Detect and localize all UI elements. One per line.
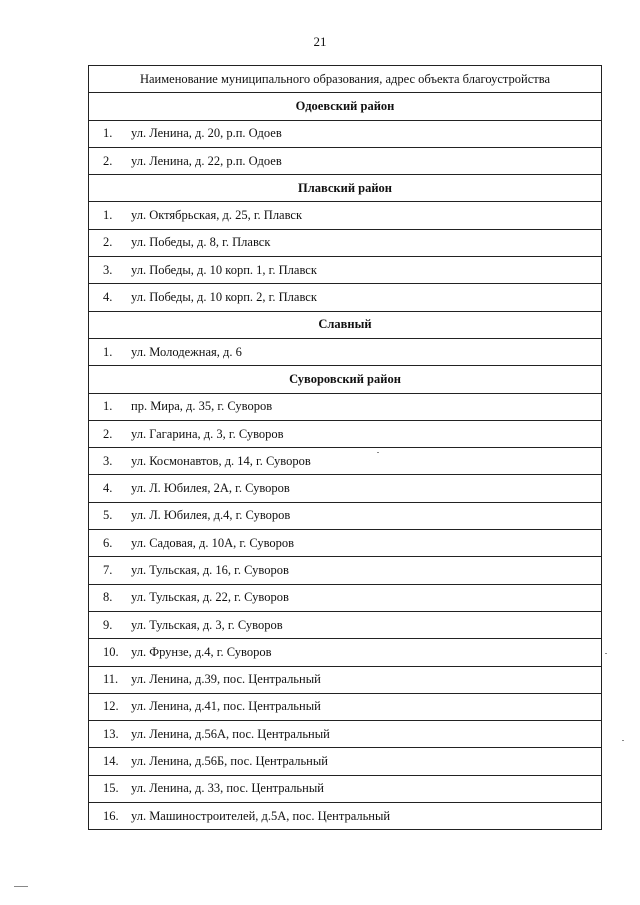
row-number: 16. [103, 808, 119, 823]
section-title: Славный [89, 311, 602, 338]
row-address: ул. Октябрьская, д. 25, г. Плавск [131, 208, 303, 223]
row-number: 8. [103, 590, 113, 605]
row-number: 9. [103, 617, 113, 632]
row-number: 14. [103, 754, 119, 769]
address-cell [89, 666, 602, 693]
row-number: 15. [103, 781, 119, 796]
row-address: ул. Ленина, д.39, пос. Центральный [131, 672, 321, 687]
address-cell [89, 420, 602, 447]
row-address: ул. Гагарина, д. 3, г. Суворов [131, 426, 284, 441]
row-number: 2. [103, 426, 113, 441]
table-row [89, 147, 602, 174]
row-address: ул. Тульская, д. 16, г. Суворов [131, 562, 289, 577]
address-cell [89, 448, 602, 475]
table-row [89, 611, 602, 638]
row-address: ул. Ленина, д. 33, пос. Центральный [131, 781, 324, 796]
address-cell [89, 775, 602, 802]
address-cell [89, 639, 602, 666]
row-address: ул. Машиностроителей, д.5А, пос. Центральный [131, 808, 391, 823]
row-number: 12. [103, 699, 119, 714]
address-cell [89, 693, 602, 720]
address-cell [89, 475, 602, 502]
row-address: ул. Л. Юбилея, д.4, г. Суворов [131, 508, 291, 523]
row-address: ул. Тульская, д. 22, г. Суворов [131, 590, 289, 605]
row-number: 4. [103, 290, 113, 305]
table-row [89, 584, 602, 611]
address-cell [89, 803, 602, 830]
address-table-body [89, 66, 602, 830]
row-number: 1. [103, 208, 113, 223]
row-number: 5. [103, 508, 113, 523]
table-row [89, 803, 602, 830]
address-cell [89, 721, 602, 748]
row-number: 11. [103, 672, 119, 687]
row-number: 2. [103, 153, 113, 168]
address-cell [89, 120, 602, 147]
table-row [89, 120, 602, 147]
table-row [89, 202, 602, 229]
address-cell [89, 611, 602, 638]
address-cell [89, 257, 602, 284]
section-row [89, 175, 602, 202]
table-row [89, 257, 602, 284]
row-address: ул. Победы, д. 8, г. Плавск [131, 235, 271, 250]
row-number: 1. [103, 399, 113, 414]
table-header-cell: Наименование муниципального образования, адрес объекта благоустройства [89, 66, 602, 93]
row-number: 2. [103, 235, 113, 250]
row-address: ул. Ленина, д. 22, р.п. Одоев [131, 153, 282, 168]
row-number: 7. [103, 562, 113, 577]
address-cell [89, 229, 602, 256]
row-number: 1. [103, 126, 113, 141]
table-row [89, 639, 602, 666]
page-number: 21 [313, 34, 327, 49]
address-cell [89, 338, 602, 365]
row-number: 3. [103, 262, 113, 277]
row-number: 3. [103, 453, 113, 468]
row-number: 13. [103, 726, 119, 741]
scan-speck [377, 452, 379, 453]
row-address: ул. Садовая, д. 10А, г. Суворов [131, 535, 295, 550]
row-address: ул. Космонавтов, д. 14, г. Суворов [131, 453, 311, 468]
row-address: ул. Тульская, д. 3, г. Суворов [131, 617, 283, 632]
row-address: ул. Ленина, д.56А, пос. Центральный [131, 726, 330, 741]
table-row [89, 693, 602, 720]
table-row [89, 284, 602, 311]
table-row [89, 557, 602, 584]
row-number: 4. [103, 481, 113, 496]
table-row [89, 420, 602, 447]
section-title: Суворовский район [89, 366, 602, 393]
table-row [89, 775, 602, 802]
table-row [89, 393, 602, 420]
row-address: ул. Победы, д. 10 корп. 1, г. Плавск [131, 262, 317, 277]
row-number: 10. [103, 644, 119, 659]
address-cell [89, 502, 602, 529]
address-cell [89, 584, 602, 611]
row-address: ул. Ленина, д. 20, р.п. Одоев [131, 126, 282, 141]
scan-speck [14, 886, 28, 887]
row-address: ул. Победы, д. 10 корп. 2, г. Плавск [131, 290, 317, 305]
address-cell [89, 748, 602, 775]
scan-speck [605, 653, 607, 654]
address-cell [89, 284, 602, 311]
table-row [89, 530, 602, 557]
table-row [89, 229, 602, 256]
row-address: ул. Фрунзе, д.4, г. Суворов [131, 644, 272, 659]
address-cell [89, 147, 602, 174]
table-row [89, 448, 602, 475]
table-header-row [89, 66, 602, 93]
address-table [88, 65, 602, 830]
table-row [89, 666, 602, 693]
address-cell [89, 393, 602, 420]
section-title: Одоевский район [89, 93, 602, 120]
table-row [89, 721, 602, 748]
table-row [89, 748, 602, 775]
address-cell [89, 530, 602, 557]
table-row [89, 475, 602, 502]
row-address: ул. Ленина, д.41, пос. Центральный [131, 699, 321, 714]
address-cell [89, 557, 602, 584]
row-number: 1. [103, 344, 113, 359]
section-row [89, 311, 602, 338]
row-address: пр. Мира, д. 35, г. Суворов [131, 399, 273, 414]
row-address: ул. Л. Юбилея, 2А, г. Суворов [131, 481, 290, 496]
scan-speck [622, 740, 624, 741]
section-row [89, 93, 602, 120]
row-address: ул. Молодежная, д. 6 [131, 344, 242, 359]
address-cell [89, 202, 602, 229]
section-title: Плавский район [89, 175, 602, 202]
table-row [89, 502, 602, 529]
row-number: 6. [103, 535, 113, 550]
table-row [89, 338, 602, 365]
section-row [89, 366, 602, 393]
row-address: ул. Ленина, д.56Б, пос. Центральный [131, 754, 328, 769]
